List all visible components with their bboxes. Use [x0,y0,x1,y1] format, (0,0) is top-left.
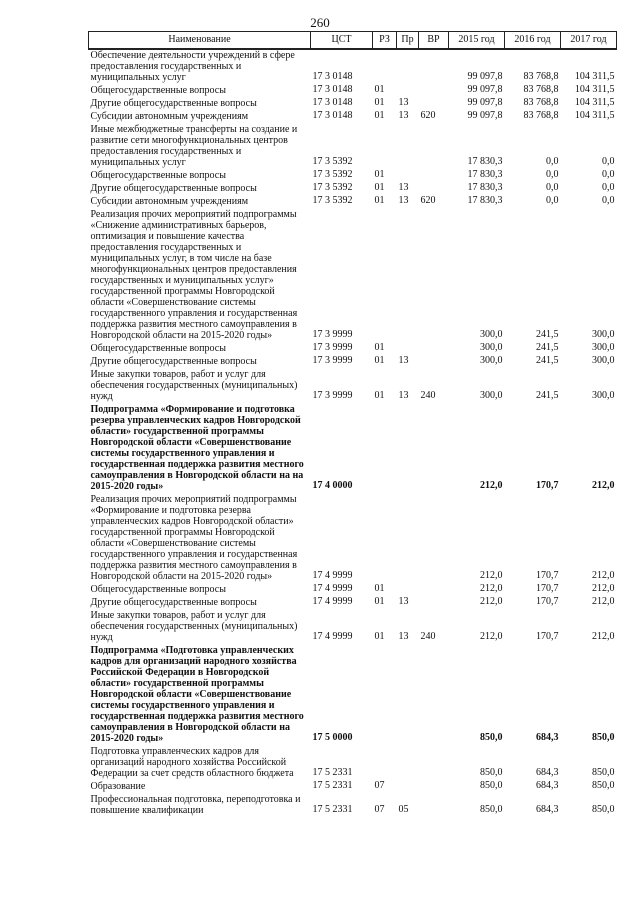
row-value-2017: 300,0 [592,342,615,354]
row-rz [373,49,397,85]
row-name: Подготовка управленческих кадров для организаций народного хозяйства Российской Федерации за счет средств областного бюджета [90,746,294,779]
row-value-2015: 300,0 [480,342,503,354]
table-row [89,111,617,124]
row-value-2015: 850,0 [480,780,503,792]
row-vr [419,343,449,356]
row-cst: 17 3 5392 [312,156,353,168]
row-vr [419,183,449,196]
row-cst: 17 5 0000 [312,732,353,744]
table-row [89,183,617,196]
row-value-2017: 212,0 [592,570,615,582]
row-name: Иные закупки товаров, работ и услуг для обеспечения государственных (муниципальных) нужд [90,369,298,402]
row-value-2015: 17 830,3 [467,169,503,181]
header-vr: ВР [419,32,449,50]
row-value-2016: 83 768,8 [523,97,559,109]
row-value-2017: 0,0 [602,156,615,168]
header-2016: 2016 год [505,32,561,50]
row-vr [419,356,449,369]
row-value-2015: 17 830,3 [467,156,503,168]
table-row [89,794,617,818]
row-value-2015: 850,0 [480,767,503,779]
row-pr: 13 [398,596,409,608]
table-row-subprogram [89,404,617,494]
table-row [89,343,617,356]
row-vr [419,49,449,85]
row-pr [397,343,419,356]
row-rz: 01 [374,631,385,643]
row-rz: 01 [374,583,385,595]
row-name: Иные закупки товаров, работ и услуг для обеспечения государственных (муниципальных) нужд [90,610,298,643]
table-row [89,98,617,111]
row-value-2015: 212,0 [480,570,503,582]
row-name: Другие общегосударственные вопросы [90,183,257,194]
row-name: Другие общегосударственные вопросы [90,356,257,367]
row-cst: 17 3 0148 [312,97,353,109]
row-pr [397,584,419,597]
row-name: Иные межбюджетные трансферты на создание и развитие сети многофункциональных центров предоставления государственных и муниципальных услуг [90,124,298,168]
row-value-2017: 300,0 [592,329,615,341]
row-value-2017: 104 311,5 [574,110,615,122]
row-value-2016: 684,3 [536,767,559,779]
row-cst: 17 3 0148 [312,110,353,122]
row-vr [419,645,449,746]
row-cst: 17 5 2331 [312,767,353,779]
row-value-2017: 212,0 [592,583,615,595]
table-row [89,124,617,170]
row-rz: 01 [374,390,385,402]
row-value-2017: 104 311,5 [574,97,615,109]
row-rz [373,404,397,494]
row-pr: 13 [398,355,409,367]
row-value-2015: 99 097,8 [467,84,503,96]
row-cst: 17 3 9999 [312,342,353,354]
row-cst: 17 3 0148 [312,71,353,83]
table-row [89,85,617,98]
row-value-2016: 0,0 [546,169,559,181]
table-row [89,610,617,645]
row-cst: 17 4 9999 [312,583,353,595]
row-value-2016: 0,0 [546,195,559,207]
budget-table [88,31,617,818]
row-pr [397,404,419,494]
table-row [89,356,617,369]
row-name: Профессиональная подготовка, переподготовка и повышение квалификации [90,794,301,816]
row-pr [397,49,419,85]
header-rz: РЗ [373,32,397,50]
table-row [89,170,617,183]
row-vr [419,781,449,794]
row-vr [419,124,449,170]
row-vr [419,404,449,494]
row-value-2016: 684,3 [536,804,559,816]
table-row [89,746,617,781]
row-value-2017: 0,0 [602,195,615,207]
table-row [89,209,617,343]
row-cst: 17 3 9999 [312,329,353,341]
row-name: Подпрограмма «Подготовка управленческих кадров для организаций народного хозяйства Российской Федерации в Новгородской области» государственной программы Новгородской области «Совершенствование системы государственного управления и государственная поддержка развития местного самоуправления в Новгородской области на 2015-2020 годы» [90,645,304,744]
row-value-2015: 300,0 [480,329,503,341]
row-rz [373,494,397,584]
page-number: 260 [310,15,330,30]
row-value-2015: 17 830,3 [467,195,503,207]
row-cst: 17 4 9999 [312,596,353,608]
row-value-2016: 0,0 [546,156,559,168]
row-value-2016: 83 768,8 [523,110,559,122]
row-name: Общегосударственные вопросы [90,85,226,96]
table-row [89,597,617,610]
row-rz: 01 [374,84,385,96]
row-value-2017: 300,0 [592,355,615,367]
row-cst: 17 4 9999 [312,631,353,643]
row-pr [397,645,419,746]
row-cst: 17 4 0000 [312,480,353,492]
row-name: Общегосударственные вопросы [90,584,226,595]
row-value-2016: 684,3 [536,780,559,792]
row-value-2016: 241,5 [536,342,559,354]
row-name: Общегосударственные вопросы [90,170,226,181]
row-value-2016: 170,7 [536,480,559,492]
row-cst: 17 5 2331 [312,780,353,792]
row-vr [419,98,449,111]
row-rz: 01 [374,97,385,109]
row-value-2015: 850,0 [480,732,503,744]
row-value-2016: 241,5 [536,329,559,341]
table-row [89,369,617,404]
table-row [89,49,617,85]
row-value-2015: 99 097,8 [467,71,503,83]
row-name: Субсидии автономным учреждениям [90,196,249,207]
header-2015: 2015 год [449,32,505,50]
row-value-2016: 241,5 [536,355,559,367]
row-name: Образование [90,781,146,792]
row-value-2015: 300,0 [480,355,503,367]
row-pr: 13 [398,390,409,402]
row-cst: 17 3 5392 [312,182,353,194]
row-value-2017: 104 311,5 [574,71,615,83]
row-vr [419,85,449,98]
row-value-2017: 300,0 [592,390,615,402]
header-name: Наименование [89,32,311,50]
row-vr: 240 [420,631,436,643]
table-row [89,494,617,584]
row-rz: 07 [374,780,385,792]
row-vr [419,597,449,610]
row-value-2017: 850,0 [592,804,615,816]
table-header-row [89,32,617,50]
row-pr: 05 [398,804,409,816]
row-name: Другие общегосударственные вопросы [90,98,257,109]
row-pr [397,85,419,98]
row-pr [397,124,419,170]
row-value-2017: 212,0 [592,596,615,608]
row-name: Реализация прочих мероприятий подпрограммы «Формирование и подготовка резерва управленческих кадров Новгородской области» государственной программы Новгородской области «Совершенствование системы государственного управления и государственная поддержка развития местного самоуправления в Новгородской области на 2015-2020 годы» [90,494,298,582]
table-body [89,49,617,818]
row-value-2015: 850,0 [480,804,503,816]
table-row [89,196,617,209]
row-pr: 13 [398,182,409,194]
row-value-2016: 241,5 [536,390,559,402]
row-value-2016: 684,3 [536,732,559,744]
row-value-2015: 300,0 [480,390,503,402]
row-vr: 240 [420,390,436,402]
row-pr: 13 [398,110,409,122]
row-pr [397,209,419,343]
row-value-2016: 0,0 [546,182,559,194]
row-cst: 17 4 9999 [312,570,353,582]
row-cst: 17 3 9999 [312,355,353,367]
row-value-2017: 850,0 [592,767,615,779]
row-rz [373,645,397,746]
row-value-2016: 83 768,8 [523,71,559,83]
row-value-2016: 170,7 [536,583,559,595]
row-rz: 01 [374,182,385,194]
row-value-2017: 850,0 [592,732,615,744]
row-value-2015: 212,0 [480,631,503,643]
row-value-2016: 83 768,8 [523,84,559,96]
row-rz [373,746,397,781]
row-rz [373,124,397,170]
row-vr [419,170,449,183]
row-value-2016: 170,7 [536,631,559,643]
row-vr [419,746,449,781]
row-rz: 01 [374,342,385,354]
row-value-2015: 99 097,8 [467,110,503,122]
row-cst: 17 3 0148 [312,84,353,96]
row-pr [397,746,419,781]
row-name: Реализация прочих мероприятий подпрограммы «Снижение административных барьеров, оптимизация и повышение качества предоставления государственных и муниципальных услуг, в том числе на базе многофункциональных центров предоставления государственных и муниципальных услуг» государственной программы Новгородской области «Совершенствование системы государственного управления и государственная поддержка развития местного самоуправления в Новгородской области на 2015-2020 годы» [90,209,298,341]
row-value-2016: 170,7 [536,570,559,582]
row-rz: 01 [374,195,385,207]
row-name: Подпрограмма «Формирование и подготовка резерва управленческих кадров Новгородской области» государственной программы Новгородской области «Совершенствование системы государственного управления и государственная поддержка развития местного самоуправления в Новгородской области на на 2015-2020 годы» [90,404,304,492]
row-vr: 620 [420,195,436,207]
row-pr: 13 [398,631,409,643]
header-2017: 2017 год [561,32,617,50]
row-cst: 17 5 2331 [312,804,353,816]
row-rz: 01 [374,596,385,608]
row-value-2017: 850,0 [592,780,615,792]
row-rz: 01 [374,110,385,122]
row-vr [419,494,449,584]
row-value-2015: 212,0 [480,596,503,608]
row-rz [373,209,397,343]
row-value-2017: 212,0 [592,480,615,492]
row-rz: 01 [374,355,385,367]
table-row-subprogram [89,645,617,746]
row-rz: 07 [374,804,385,816]
row-value-2016: 170,7 [536,596,559,608]
header-pr: Пр [397,32,419,50]
row-cst: 17 3 5392 [312,195,353,207]
row-pr [397,781,419,794]
table-row [89,781,617,794]
row-value-2017: 104 311,5 [574,84,615,96]
row-vr [419,794,449,818]
row-pr: 13 [398,97,409,109]
row-name: Общегосударственные вопросы [90,343,226,354]
row-value-2017: 212,0 [592,631,615,643]
row-rz: 01 [374,169,385,181]
row-pr: 13 [398,195,409,207]
row-value-2015: 212,0 [480,583,503,595]
row-pr [397,170,419,183]
row-value-2015: 99 097,8 [467,97,503,109]
row-cst: 17 3 9999 [312,390,353,402]
row-value-2015: 17 830,3 [467,182,503,194]
row-pr [397,494,419,584]
row-value-2017: 0,0 [602,182,615,194]
row-vr: 620 [420,110,436,122]
row-name: Обеспечение деятельности учреждений в сфере предоставления государственных и муниципальных услуг [90,50,295,83]
row-vr [419,584,449,597]
table-row [89,584,617,597]
header-cst: ЦСТ [311,32,373,50]
row-vr [419,209,449,343]
row-name: Другие общегосударственные вопросы [90,597,257,608]
row-name: Субсидии автономным учреждениям [90,111,249,122]
row-value-2017: 0,0 [602,169,615,181]
row-value-2015: 212,0 [480,480,503,492]
row-cst: 17 3 5392 [312,169,353,181]
